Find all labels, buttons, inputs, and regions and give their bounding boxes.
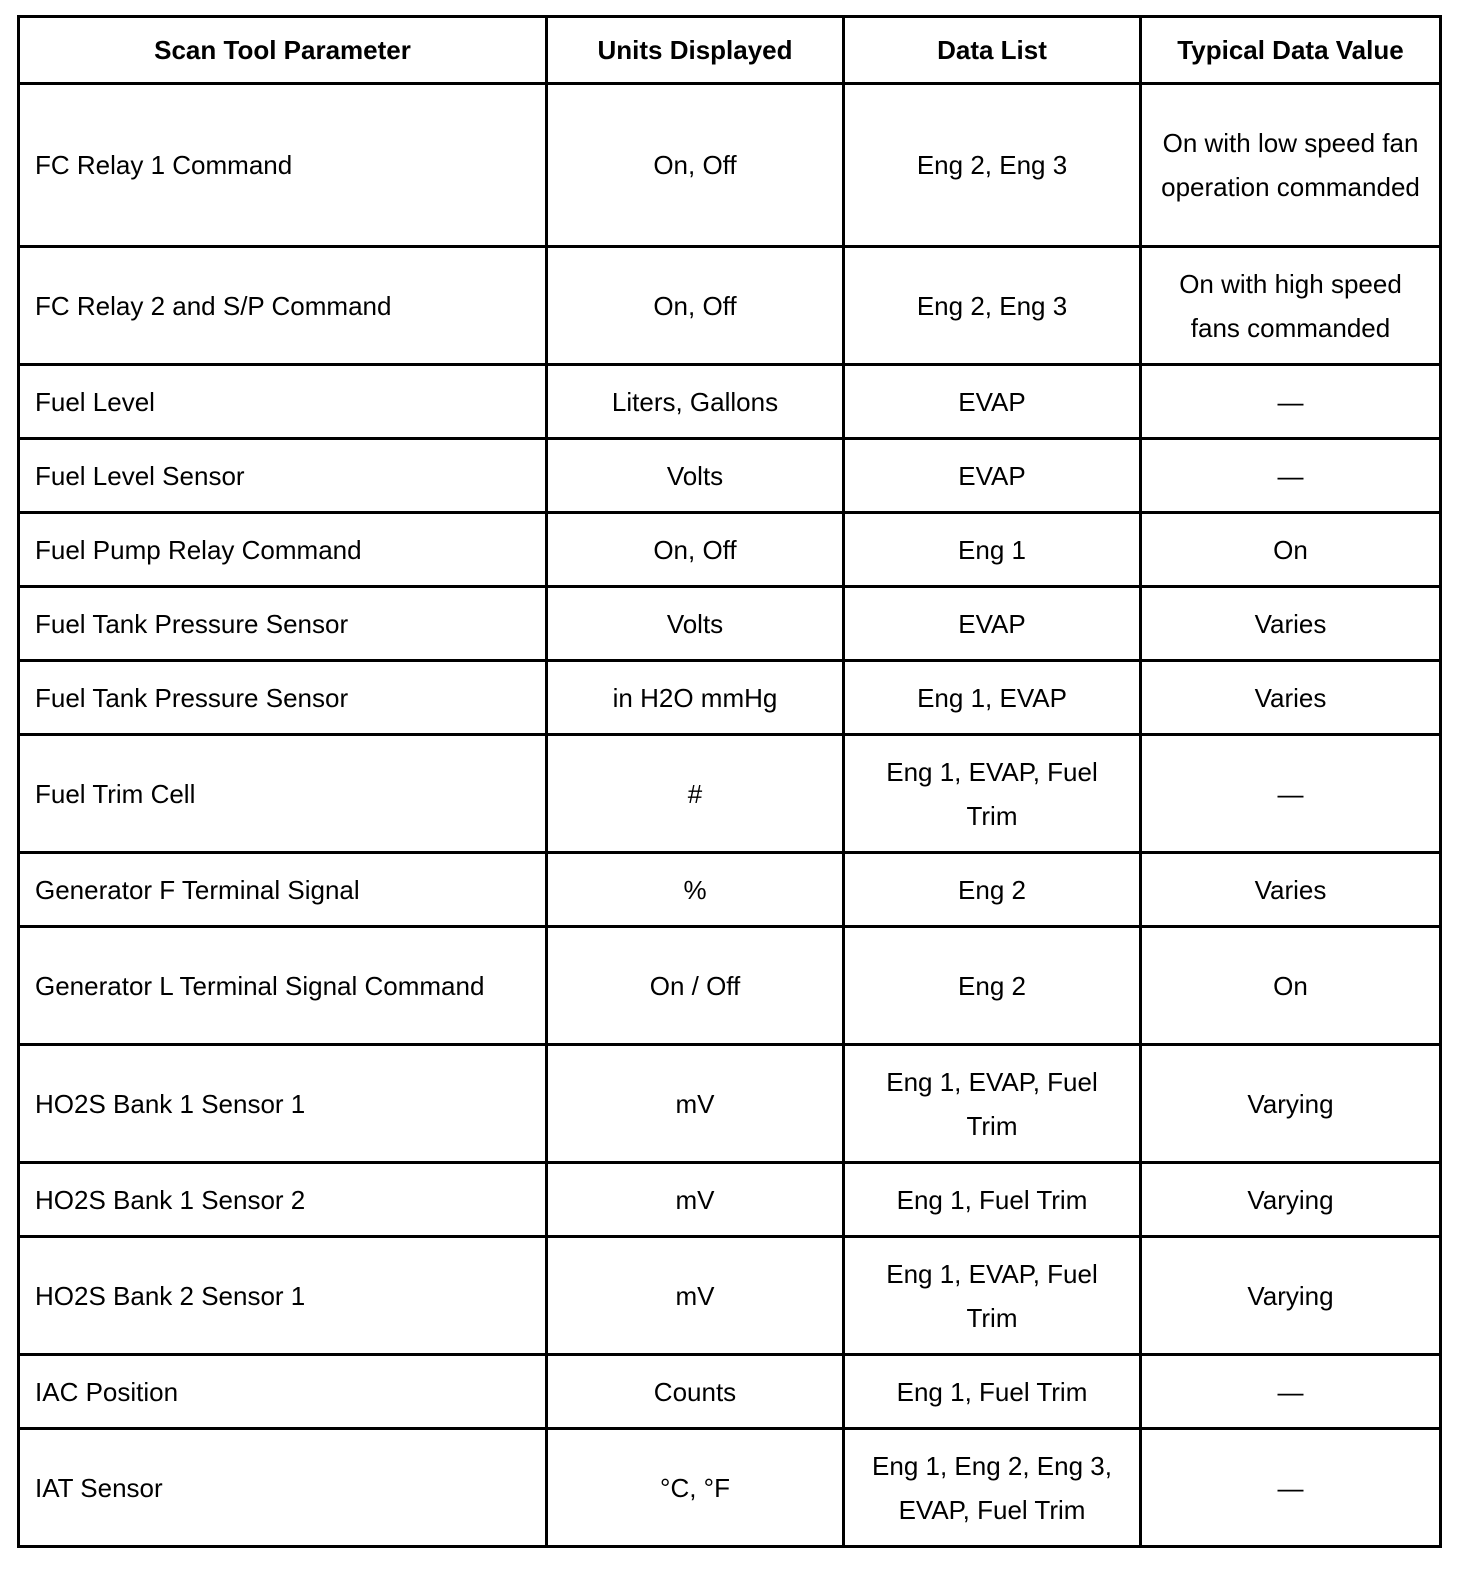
scan-tool-data-table xyxy=(17,15,1442,1548)
table-row xyxy=(19,84,1441,247)
typical-value-cell: — xyxy=(1141,735,1441,853)
typical-value-cell: — xyxy=(1141,1429,1441,1547)
parameter-cell: Fuel Tank Pressure Sensor xyxy=(19,587,547,661)
typical-value-cell: On xyxy=(1141,513,1441,587)
data-list-cell: Eng 1, Eng 2, Eng 3, EVAP, Fuel Trim xyxy=(844,1429,1141,1547)
parameter-cell: HO2S Bank 1 Sensor 1 xyxy=(19,1045,547,1163)
parameter-cell: Fuel Level xyxy=(19,365,547,439)
data-list-cell: Eng 2 xyxy=(844,927,1141,1045)
parameter-cell: Fuel Tank Pressure Sensor xyxy=(19,661,547,735)
parameter-cell: IAC Position xyxy=(19,1355,547,1429)
typical-value-cell: Varying xyxy=(1141,1163,1441,1237)
table-row xyxy=(19,513,1441,587)
typical-value-cell: — xyxy=(1141,365,1441,439)
data-list-cell: Eng 1, EVAP, Fuel Trim xyxy=(844,735,1141,853)
data-list-cell: Eng 1 xyxy=(844,513,1141,587)
table-row xyxy=(19,853,1441,927)
table-row xyxy=(19,1355,1441,1429)
data-list-cell: Eng 1, EVAP, Fuel Trim xyxy=(844,1237,1141,1355)
units-cell: Counts xyxy=(547,1355,844,1429)
units-cell: in H2O mmHg xyxy=(547,661,844,735)
typical-value-cell: Varying xyxy=(1141,1045,1441,1163)
parameter-cell: HO2S Bank 1 Sensor 2 xyxy=(19,1163,547,1237)
units-cell: °C, °F xyxy=(547,1429,844,1547)
header-typical-data-value: Typical Data Value xyxy=(1141,17,1441,84)
data-list-cell: EVAP xyxy=(844,365,1141,439)
typical-value-cell: — xyxy=(1141,1355,1441,1429)
typical-value-cell: On with high speed fans commanded xyxy=(1141,247,1441,365)
parameter-cell: HO2S Bank 2 Sensor 1 xyxy=(19,1237,547,1355)
units-cell: On, Off xyxy=(547,247,844,365)
parameter-cell: FC Relay 1 Command xyxy=(19,84,547,247)
typical-value-cell: Varies xyxy=(1141,853,1441,927)
data-list-cell: Eng 1, Fuel Trim xyxy=(844,1355,1141,1429)
parameter-cell: FC Relay 2 and S/P Command xyxy=(19,247,547,365)
data-list-cell: Eng 1, EVAP xyxy=(844,661,1141,735)
table-row xyxy=(19,661,1441,735)
typical-value-cell: — xyxy=(1141,439,1441,513)
data-list-cell: EVAP xyxy=(844,439,1141,513)
parameter-cell: Fuel Level Sensor xyxy=(19,439,547,513)
units-cell: On / Off xyxy=(547,927,844,1045)
units-cell: # xyxy=(547,735,844,853)
data-list-cell: Eng 1, EVAP, Fuel Trim xyxy=(844,1045,1141,1163)
table-row xyxy=(19,1045,1441,1163)
data-list-cell: Eng 1, Fuel Trim xyxy=(844,1163,1141,1237)
parameter-cell: Generator L Terminal Signal Command xyxy=(19,927,547,1045)
table-row xyxy=(19,247,1441,365)
typical-value-cell: Varying xyxy=(1141,1237,1441,1355)
parameter-cell: Fuel Pump Relay Command xyxy=(19,513,547,587)
parameter-cell: Generator F Terminal Signal xyxy=(19,853,547,927)
units-cell: Volts xyxy=(547,439,844,513)
table-row xyxy=(19,1237,1441,1355)
typical-value-cell: On with low speed fan operation commanded xyxy=(1141,84,1441,247)
units-cell: Liters, Gallons xyxy=(547,365,844,439)
parameter-cell: IAT Sensor xyxy=(19,1429,547,1547)
table-row xyxy=(19,1429,1441,1547)
header-scan-tool-parameter: Scan Tool Parameter xyxy=(19,17,547,84)
table-row xyxy=(19,927,1441,1045)
typical-value-cell: Varies xyxy=(1141,587,1441,661)
data-list-cell: Eng 2 xyxy=(844,853,1141,927)
data-list-cell: Eng 2, Eng 3 xyxy=(844,84,1141,247)
header-units-displayed: Units Displayed xyxy=(547,17,844,84)
units-cell: mV xyxy=(547,1045,844,1163)
units-cell: On, Off xyxy=(547,84,844,247)
units-cell: Volts xyxy=(547,587,844,661)
table-row xyxy=(19,439,1441,513)
table-row xyxy=(19,1163,1441,1237)
typical-value-cell: On xyxy=(1141,927,1441,1045)
table-row xyxy=(19,365,1441,439)
units-cell: On, Off xyxy=(547,513,844,587)
units-cell: mV xyxy=(547,1237,844,1355)
header-data-list: Data List xyxy=(844,17,1141,84)
parameter-cell: Fuel Trim Cell xyxy=(19,735,547,853)
table-row xyxy=(19,735,1441,853)
typical-value-cell: Varies xyxy=(1141,661,1441,735)
data-list-cell: Eng 2, Eng 3 xyxy=(844,247,1141,365)
table-row xyxy=(19,587,1441,661)
header-row xyxy=(19,17,1441,84)
units-cell: mV xyxy=(547,1163,844,1237)
units-cell: % xyxy=(547,853,844,927)
data-list-cell: EVAP xyxy=(844,587,1141,661)
